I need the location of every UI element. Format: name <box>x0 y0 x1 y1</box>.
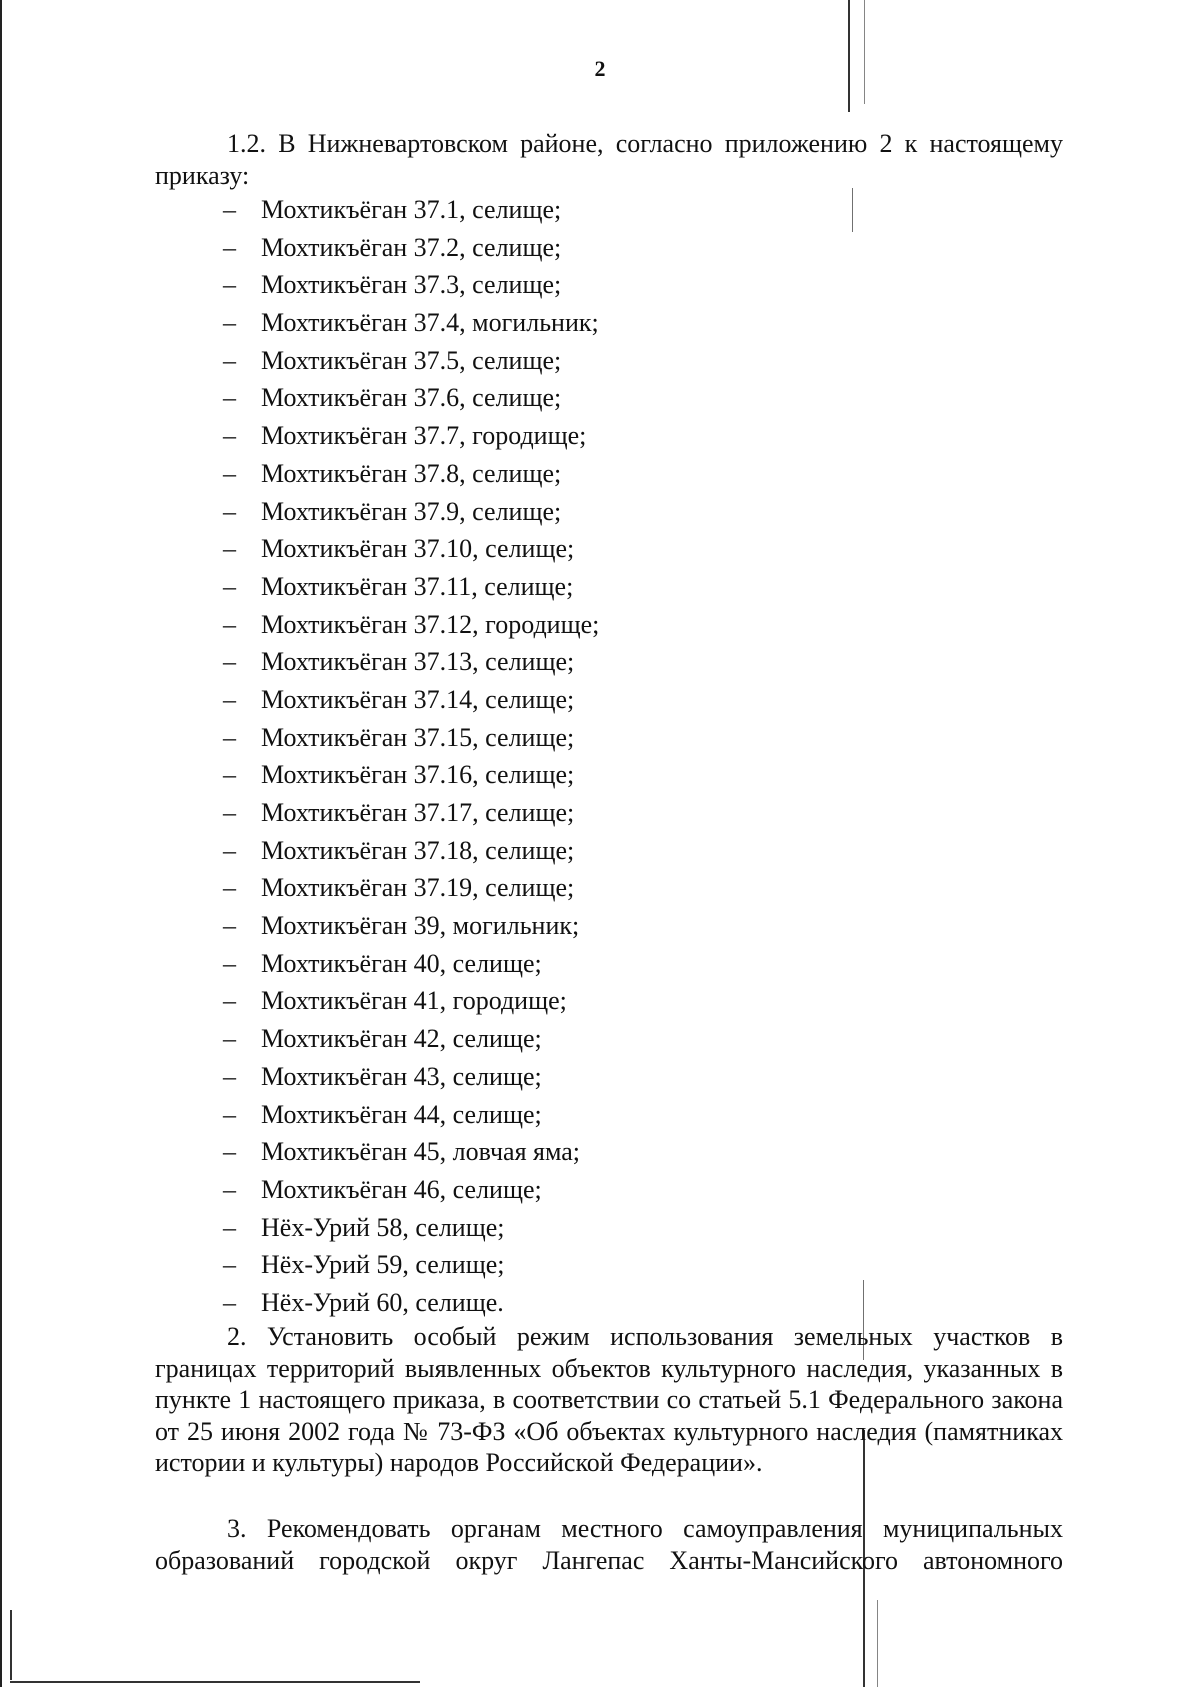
list-item-text: Мохтикъёган 37.10, селище; <box>261 534 575 564</box>
list-dash: – <box>223 458 236 488</box>
list-item <box>155 304 1063 342</box>
list-item <box>155 1284 1063 1322</box>
list-item-text: Мохтикъёган 37.12, городище; <box>261 609 600 639</box>
list-item-text: Мохтикъёган 37.6, селище; <box>261 383 562 413</box>
section-2 <box>155 1321 1063 1479</box>
list-item <box>155 266 1063 304</box>
list-item-text: Мохтикъёган 37.3, селище; <box>261 270 562 300</box>
list-item-text: Мохтикъёган 37.14, селище; <box>261 684 575 714</box>
list-item <box>155 1133 1063 1171</box>
list-dash: – <box>223 911 236 941</box>
list-item-text: Нёх-Урий 60, селище. <box>261 1287 504 1317</box>
list-item-text: Мохтикъёган 37.18, селище; <box>261 835 575 865</box>
list-dash: – <box>223 1174 236 1204</box>
list-item <box>155 1209 1063 1247</box>
list-item <box>155 982 1063 1020</box>
list-item <box>155 229 1063 267</box>
list-item-text: Мохтикъёган 37.7, городище; <box>261 421 587 451</box>
list-item <box>155 643 1063 681</box>
section-3 <box>155 1513 1063 1576</box>
list-item-text: Мохтикъёган 43, селище; <box>261 1061 542 1091</box>
list-item-text: Мохтикъёган 40, селище; <box>261 948 542 978</box>
list-dash: – <box>223 1099 236 1129</box>
list-dash: – <box>223 534 236 564</box>
list-item-text: Мохтикъёган 42, селище; <box>261 1024 542 1054</box>
list-dash: – <box>223 798 236 827</box>
list-dash: – <box>223 1137 236 1167</box>
list-item <box>155 1246 1063 1284</box>
list-item <box>155 1058 1063 1096</box>
list-item <box>155 379 1063 417</box>
list-dash: – <box>223 1287 236 1317</box>
list-dash: – <box>223 609 236 639</box>
list-dash: – <box>223 722 236 752</box>
list-item-text: Мохтикъёган 37.1, селище; <box>261 195 562 224</box>
list-item-text: Мохтикъёган 37.8, селище; <box>261 458 562 488</box>
list-item-text: Мохтикъёган 44, селище; <box>261 1099 542 1129</box>
list-item <box>155 342 1063 380</box>
list-item-text: Мохтикъёган 37.5, селище; <box>261 345 562 375</box>
list-item <box>155 756 1063 794</box>
list-dash: – <box>223 345 236 375</box>
list-dash: – <box>223 383 236 413</box>
list-item <box>155 191 1063 229</box>
list-dash: – <box>223 571 236 601</box>
list-item-text: Мохтикъёган 46, селище; <box>261 1174 542 1204</box>
list-dash: – <box>223 1250 236 1280</box>
list-item-text: Мохтикъёган 37.4, могильник; <box>261 308 599 338</box>
list-dash: – <box>223 195 236 224</box>
list-item-text: Нёх-Урий 59, селище; <box>261 1250 505 1280</box>
paragraph-2: 2. Установить особый режим использования земельных участков в границах территорий выявленных объектов культурного наследия, указанных в пункте 1 настоящего приказа, в соответствии со статьей 5.1 Федерального закона от 25 июня 2002 года № 73-ФЗ «Об объектах культурного наследия (памятниках истории и культуры) народов Российской Федерации». <box>155 1322 1063 1477</box>
list-item <box>155 869 1063 907</box>
list-item-text: Мохтикъёган 41, городище; <box>261 986 567 1016</box>
list-dash: – <box>223 270 236 300</box>
list-item <box>155 794 1063 832</box>
list-dash: – <box>223 647 236 677</box>
list-item-text: Мохтикъёган 37.17, селище; <box>261 798 575 827</box>
scan-line <box>10 1681 420 1683</box>
list-item <box>155 1020 1063 1058</box>
list-item <box>155 681 1063 719</box>
list-item-text: Мохтикъёган 39, могильник; <box>261 911 580 941</box>
scan-edge-left <box>0 0 2 1687</box>
list-dash: – <box>223 1061 236 1091</box>
list-dash: – <box>223 1212 236 1242</box>
intro-paragraph: 1.2. В Нижневартовском районе, согласно приложению 2 к настоящему приказу: <box>155 129 1063 190</box>
list-item <box>155 606 1063 644</box>
list-dash: – <box>223 684 236 714</box>
list-item <box>155 832 1063 870</box>
list-item <box>155 417 1063 455</box>
list-item <box>155 1096 1063 1134</box>
list-item <box>155 568 1063 606</box>
list-dash: – <box>223 873 236 903</box>
list-item <box>155 530 1063 568</box>
list-dash: – <box>223 308 236 338</box>
list-item <box>155 1171 1063 1209</box>
list-item <box>155 945 1063 983</box>
list-item-text: Мохтикъёган 37.9, селище; <box>261 496 562 526</box>
list-dash: – <box>223 421 236 451</box>
list-item-text: Мохтикъёган 37.11, селище; <box>261 571 574 601</box>
list-item-text: Мохтикъёган 37.13, селище; <box>261 647 575 677</box>
list-item <box>155 907 1063 945</box>
scan-line <box>10 1610 12 1680</box>
list-dash: – <box>223 986 236 1016</box>
list-item <box>155 719 1063 757</box>
scan-line <box>877 1600 878 1687</box>
list-item-text: Мохтикъёган 37.15, селище; <box>261 722 575 752</box>
list-dash: – <box>223 835 236 865</box>
list-dash: – <box>223 760 236 790</box>
list-item-text: Мохтикъёган 37.16, селище; <box>261 760 575 790</box>
list-dash: – <box>223 1024 236 1054</box>
list-dash: – <box>223 496 236 526</box>
scan-line <box>864 0 865 104</box>
list-dash: – <box>223 948 236 978</box>
page-number: 2 <box>594 56 606 81</box>
section-1-2 <box>155 128 1063 1322</box>
list-item-text: Мохтикъёган 37.19, селище; <box>261 873 575 903</box>
list-item <box>155 455 1063 493</box>
list-dash: – <box>223 232 236 262</box>
list-item <box>155 493 1063 531</box>
paragraph-3: 3. Рекомендовать органам местного самоуправления муниципальных образований городской округ Лангепас Ханты-Мансийского автономного <box>155 1514 1063 1575</box>
list-item-text: Нёх-Урий 58, селище; <box>261 1212 505 1242</box>
list-item-text: Мохтикъёган 45, ловчая яма; <box>261 1137 581 1167</box>
object-list <box>155 191 1063 1322</box>
list-item-text: Мохтикъёган 37.2, селище; <box>261 232 562 262</box>
